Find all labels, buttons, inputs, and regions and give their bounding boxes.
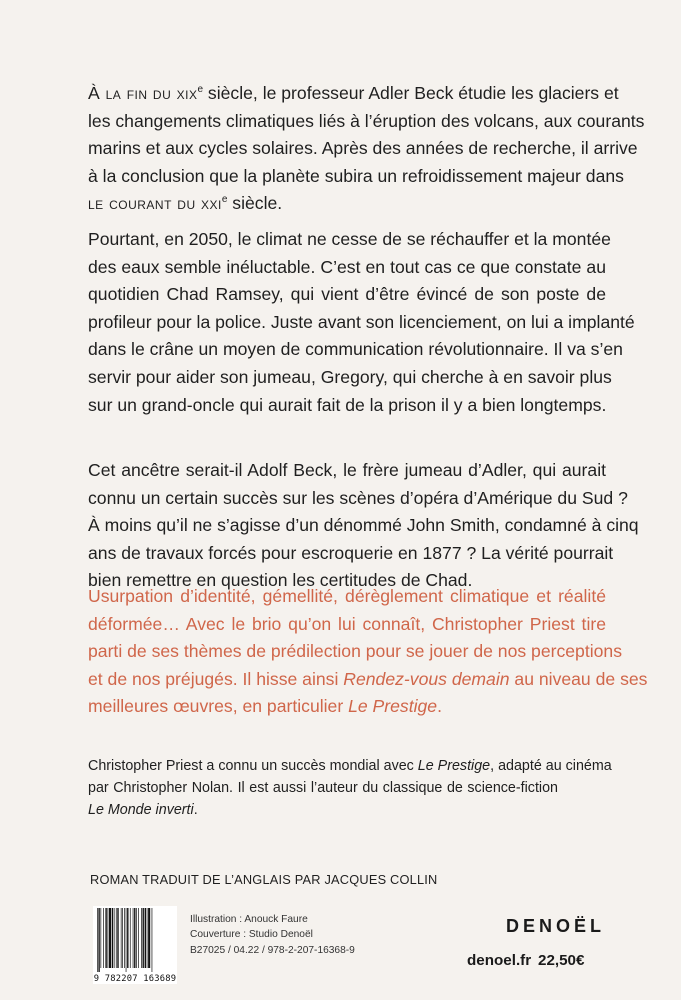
book-title: Le Monde inverti [88,802,194,819]
barcode-bar [98,908,99,972]
barcode-bar [122,908,123,968]
barcode-bar [133,908,134,968]
barcode-bar [147,908,148,968]
illustration-credit: Illustration : Anouck Faure [190,914,308,925]
barcode-bar [141,908,142,968]
text-line: marins et aux cycles solaires. Après des années de recherche, il arrive [88,138,638,159]
author-bio-paragraph [88,755,612,822]
barcode-bar [101,908,102,968]
text-line: déformée… Avec le brio qu’on lui connaît, Christopher Priest tire [88,613,606,634]
text-segment: et de nos préjugés. Il hisse ainsi [88,668,344,689]
barcode-digits: 9 782207 163689 [93,974,177,984]
superscript: e [197,84,204,96]
text-line: quotidien Chad Ramsey, qui vient d’être évincé de son poste de [88,284,606,305]
barcode-bar [124,908,125,968]
text-line: bien remettre en question les certitudes de Chad. [88,570,473,591]
text-line: servir pour aider son jumeau, Gregory, qui cherche à en savoir plus [88,366,612,387]
barcode-bar [103,908,104,968]
text-line: Usurpation d’identité, gémellité, dérèglement climatique et réalité [88,586,606,606]
text-segment: À la fin du xix [88,83,198,103]
text-line: à la conclusion que la planète subira un refroidissement majeur dans [88,165,624,186]
text-line: ans de travaux forcés pour escroquerie en 1877 ? La vérité pourrait [88,542,614,563]
barcode-bar [114,908,115,968]
text-segment: meilleures œuvres, en particulier [88,696,349,717]
text-line: À moins qu’il ne s’agisse d’un dénommé John Smith, condamné à cinq [88,515,639,536]
reference-number: B27025 / 04.22 / 978-2-207-16368-9 [190,944,355,956]
text-line: connu un certain succès sur les scènes d’opéra d’Amérique du Sud ? [88,487,628,508]
text-line [88,755,612,777]
price: 22,50€ [538,952,585,969]
barcode-bar [117,908,118,968]
text-segment: . [193,802,198,819]
text-line: par Christopher Nolan. Il est aussi l’auteur du classique de science-fiction [88,780,558,797]
text-line [88,799,558,821]
text-segment: , adapté au cinéma [490,758,612,774]
synopsis-paragraph-3 [88,457,639,595]
text-segment: au niveau de ses [509,668,648,689]
barcode-bar [127,908,128,968]
text-line: Pourtant, en 2050, le climat ne cesse de se réchauffer et la montée [88,229,611,249]
translation-credit: ROMAN TRADUIT DE L’ANGLAIS PAR JACQUES COLLIN [90,872,438,887]
barcode-bar [148,908,150,968]
barcode-bars [93,906,177,972]
barcode-bar [138,908,139,968]
text-line [88,693,606,721]
superscript: e [221,194,228,206]
barcode-bar [109,908,111,968]
barcode-bar [145,908,146,968]
barcode-bar [130,908,131,968]
barcode-bar [152,908,153,972]
text-line [88,666,648,694]
barcode-bar [116,908,117,968]
text-segment: siècle. [227,193,283,214]
book-title: Rendez-vous demain [343,668,510,689]
blurb-paragraph [88,583,648,721]
book-title: Le Prestige [417,758,491,774]
text-line: profileur pour la police. Juste avant son licenciement, on lui a implanté [88,311,635,332]
text-segment: siècle, le professeur Adler Beck étudie les glaciers et [203,83,619,103]
publisher-logo: DENOËL [505,916,605,936]
text-line: parti de ses thèmes de prédilection pour se jouer de nos perceptions [88,641,622,662]
book-title: Le Prestige [348,696,438,717]
synopsis-paragraph-2 [88,226,635,419]
text-segment: Christopher Priest a connu un succès mondial avec [88,758,418,774]
text-line: des eaux semble inéluctable. C’est en tout cas ce que constate au [88,256,606,277]
production-credits [190,912,355,958]
text-segment: . [437,696,442,717]
isbn-barcode [93,906,177,984]
barcode-bar [112,908,113,968]
barcode-bar [97,908,98,972]
barcode-bar [143,908,144,968]
barcode-bar [126,908,127,972]
barcode-bar [121,908,122,968]
text-line: sur un grand-oncle qui aurait fait de la prison il y a bien longtemps. [88,394,607,415]
text-line: dans le crâne un moyen de communication révolutionnaire. Il va s’en [88,339,623,360]
cover-credit: Couverture : Studio Denoël [190,929,313,941]
text-line: Cet ancêtre serait-il Adolf Beck, le frère jumeau d’Adler, qui aurait [88,460,606,480]
barcode-bar [105,908,106,968]
synopsis-paragraph-1 [88,80,645,218]
text-line [88,190,606,218]
publisher-website: denoel.fr [467,952,532,969]
text-line [88,80,619,108]
barcode-bar [108,908,109,968]
barcode-bar [136,908,137,968]
text-line: les changements climatiques liés à l’éruption des volcans, aux courants [88,110,645,131]
barcode-bar [134,908,135,968]
text-segment: le courant du xxi [88,193,222,214]
